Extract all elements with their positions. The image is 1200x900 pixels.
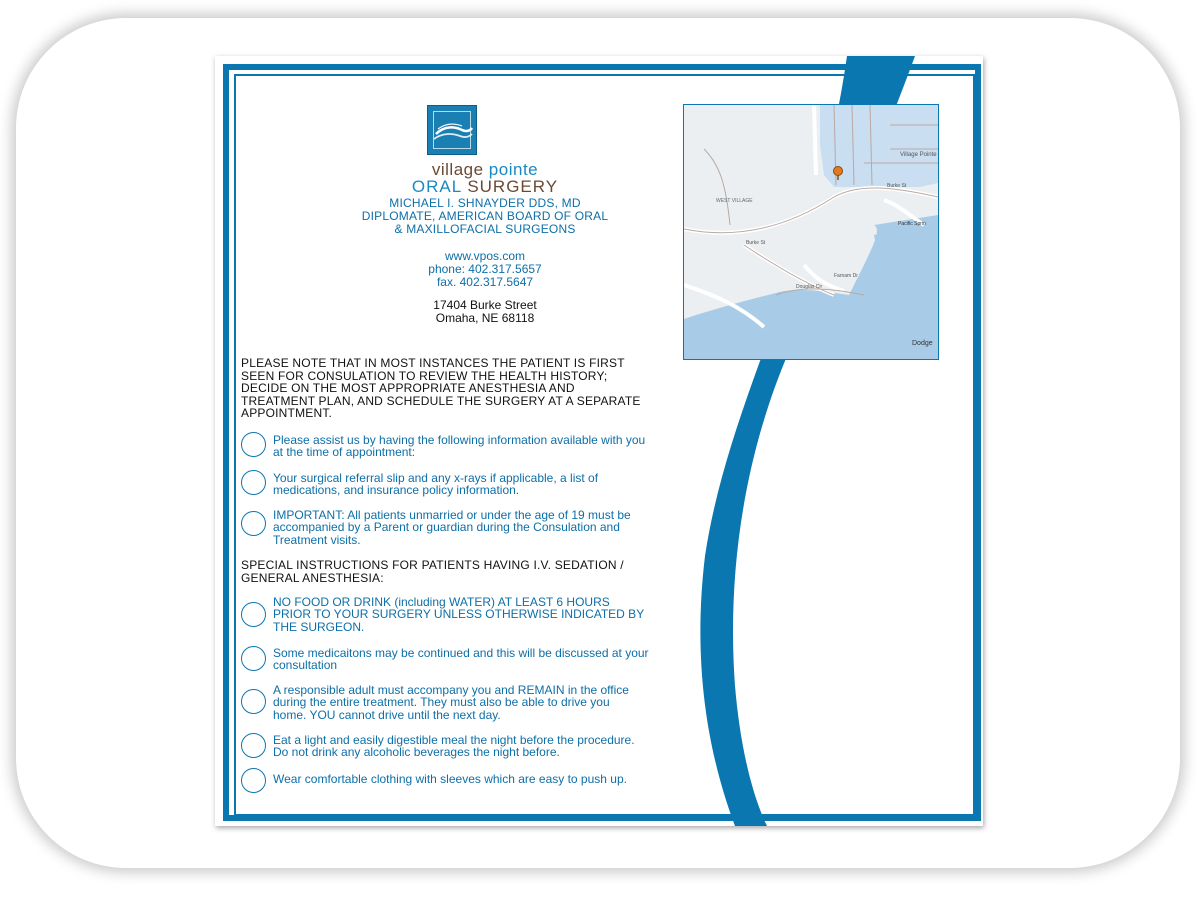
checkbox-circle[interactable]	[241, 602, 266, 627]
checkbox-circle[interactable]	[241, 470, 266, 495]
map-graphic	[684, 105, 938, 359]
map-label-farnam: Farnam Dr	[834, 273, 858, 279]
map-label-pacific: Pacific Sprin	[898, 221, 926, 227]
street: 17404 Burke Street	[433, 298, 537, 312]
brand-pointe: pointe	[488, 160, 539, 179]
item-line: Your surgical referral slip and any x-rays if applicable, a list of	[273, 471, 599, 485]
notice-line: PLEASE NOTE THAT IN MOST INSTANCES THE PATIENT IS FIRST	[241, 356, 625, 370]
fax: fax. 402.317.5647	[436, 275, 534, 289]
item-line: medications, and insurance policy information.	[273, 483, 520, 498]
website: www.vpos.com	[444, 249, 526, 263]
item-line: Please assist us by having the following information available with you	[273, 433, 646, 447]
item-line: consultation	[273, 658, 338, 673]
heading-line: GENERAL ANESTHESIA:	[241, 570, 384, 585]
checkbox-circle[interactable]	[241, 432, 266, 457]
doctor-title-2: & MAXILLOFACIAL SURGEONS	[394, 222, 576, 236]
heading-line: SPECIAL INSTRUCTIONS FOR PATIENTS HAVING I.V. SEDATION /	[241, 558, 624, 572]
item-line: IMPORTANT: All patients unmarried or under the age of 19 must be	[273, 508, 631, 522]
item-line: during the entire treatment. They must also be able to drive you	[273, 695, 610, 710]
notice-line: APPOINTMENT.	[241, 406, 333, 420]
brand-subtitle-line	[215, 177, 755, 197]
item-line: accompanied by a Parent or guardian during the Consulation and	[273, 520, 620, 535]
checkbox-circle[interactable]	[241, 733, 266, 758]
item-line: A responsible adult must accompany you and REMAIN in the office	[273, 683, 629, 697]
map-label-douglas: Douglas Cir	[796, 284, 823, 290]
waves-logo-icon	[427, 105, 477, 155]
item-line: Treatment visits.	[273, 532, 361, 547]
instruction-sheet	[215, 56, 983, 826]
item-line: Eat a light and easily digestible meal the night before the procedure.	[273, 733, 635, 747]
checkbox-circle[interactable]	[241, 511, 266, 536]
location-map[interactable]	[683, 104, 939, 360]
checkbox-circle[interactable]	[241, 768, 266, 793]
doctor-name: MICHAEL I. SHNAYDER DDS, MD	[389, 196, 581, 210]
item-line: at the time of appointment:	[273, 445, 416, 460]
doctor-title-1: DIPLOMATE, AMERICAN BOARD OF ORAL	[361, 209, 609, 223]
brand-village: village	[431, 160, 484, 179]
item-line: Wear comfortable clothing with sleeves which are easy to push up.	[273, 772, 627, 786]
map-label-dodge: Dodge	[912, 340, 933, 347]
brand-oral: ORAL	[411, 177, 462, 196]
checkbox-circle[interactable]	[241, 646, 266, 671]
item-text	[273, 472, 693, 497]
doctor-credentials	[215, 197, 755, 236]
item-text	[273, 734, 693, 759]
item-line: THE SURGEON.	[273, 619, 365, 634]
item-line: home. YOU cannot drive until the next day.	[273, 707, 501, 722]
item-text	[273, 596, 693, 633]
checkbox-circle[interactable]	[241, 689, 266, 714]
item-text	[273, 509, 693, 546]
map-label-village-pointe: Village Pointe	[900, 152, 937, 158]
item-text	[273, 647, 693, 672]
city: Omaha, NE 68118	[435, 311, 535, 325]
map-label-west-village: WEST VILLAGE	[716, 198, 753, 204]
map-label-burke: Burke St	[887, 183, 907, 189]
notice-line: TREATMENT PLAN, AND SCHEDULE THE SURGERY AT A SEPARATE	[241, 393, 641, 408]
brand-surgery: SURGERY	[467, 177, 559, 196]
item-text	[273, 434, 693, 459]
item-line: Some medicaitons may be continued and this will be discussed at your	[273, 646, 649, 660]
phone: phone: 402.317.5657	[428, 262, 542, 276]
item-text	[273, 684, 693, 721]
item-text	[273, 773, 693, 785]
contact-info	[215, 250, 755, 289]
special-instructions-heading	[241, 559, 661, 584]
item-line: PRIOR TO YOUR SURGERY UNLESS OTHERWISE INDICATED BY	[273, 607, 645, 622]
item-line: Do not drink any alcoholic beverages the night before.	[273, 745, 560, 760]
consultation-notice	[241, 357, 681, 420]
map-label-burke-2: Burke St	[746, 240, 766, 246]
address	[215, 299, 755, 325]
notice-line: DECIDE ON THE MOST APPROPRIATE ANESTHESIA AND	[241, 381, 575, 395]
notice-line: SEEN FOR CONSULATION TO REVIEW THE HEALTH HISTORY;	[241, 368, 608, 383]
item-line: NO FOOD OR DRINK (including WATER) AT LEAST 6 HOURS	[273, 595, 610, 609]
